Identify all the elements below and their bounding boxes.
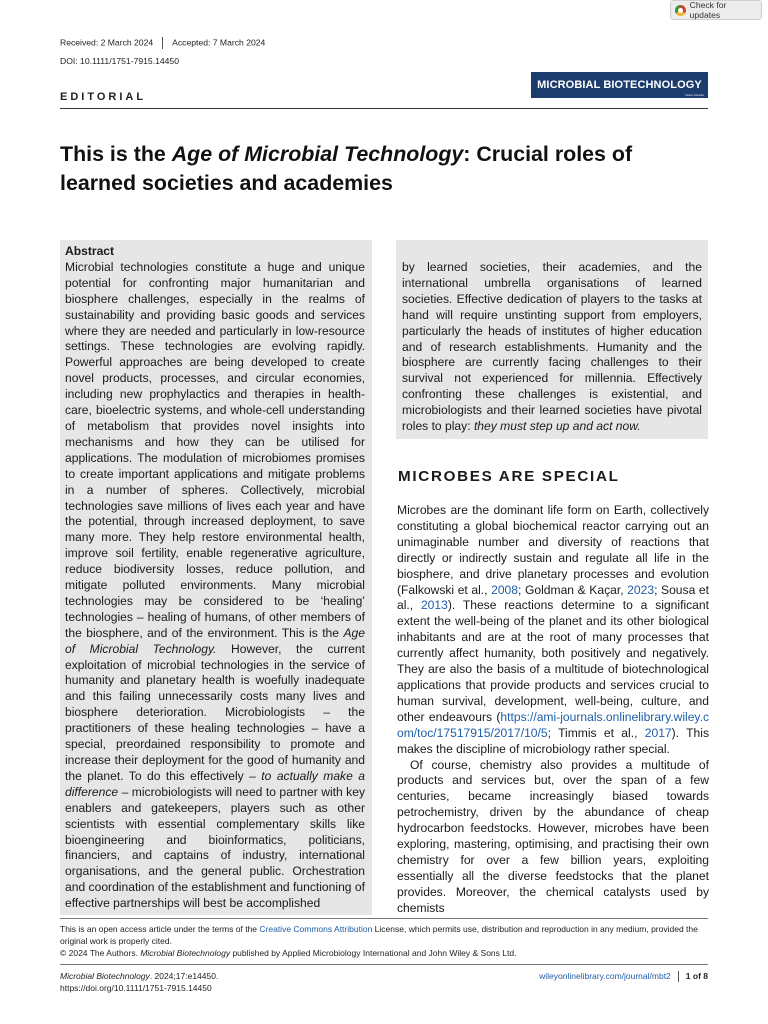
creative-commons-link[interactable]: Creative Commons Attribution bbox=[259, 924, 373, 934]
journal-citation bbox=[60, 970, 218, 982]
journal-logo-text: MICROBIAL BIOTECHNOLOGY bbox=[537, 79, 702, 91]
license-text-2: License, which permits use, distribution and reproduction in any medium, provided the original work is properly cited. bbox=[60, 924, 698, 946]
journal-url-link[interactable]: wileyonlinelibrary.com/journal/mbt2 bbox=[539, 971, 671, 981]
crossmark-icon bbox=[675, 5, 686, 16]
abstract-italic-2: to actually make a difference bbox=[65, 768, 365, 799]
citation-link-2017[interactable]: 2017 bbox=[644, 725, 672, 740]
p1-text-6: ). This makes the discipline of microbiology rather special. bbox=[397, 725, 709, 756]
abstract-text-2: However, the current exploitation of microbial technologies in the service of humanity and planetary health is woefully inadequate and this failing unnecessarily costs many lives and biosphere deterioration. Microbiologists – the practitioners of these healing technologies – have a special, preordained responsibility to promote and increase their deployment for the good of humanity and the planet. To do this effectively – bbox=[65, 641, 365, 783]
title-part2: : Crucial roles of learned societies and academies bbox=[60, 142, 633, 195]
citation-link-2013[interactable]: 2013 bbox=[420, 598, 448, 613]
abstract-cont-text: by learned societies, their academies, and the international umbrella organisations of learned societies. Effective dedication of players to the tasks at hand will require unstinting support from employers, particularly the heads of institutes of higher education and of research establishments. Humanity and the biosphere are currently facing challenges to their survival not experienced for millennia. Effectively confronting these challenges is existential, and microbiologists and their learned societies have pivotal roles to play: bbox=[402, 260, 702, 434]
footer-separator bbox=[678, 971, 679, 982]
footnote-rule bbox=[60, 918, 708, 919]
check-for-updates-badge[interactable] bbox=[670, 0, 762, 20]
article-title bbox=[60, 140, 708, 198]
journal-logo-subtext: Open Access bbox=[685, 93, 704, 97]
paragraph-2: Of course, chemistry also provides a multitude of products and services but, over the span of a few centuries, became increasingly biased towards petrochemistry, driven by the abundance of cheap hydrocarbon feedstocks. However, microbes have been exploring, mastering, optimising, and practising their own chemistry for over a few billion years, exploiting essentially all the diverse feedstocks that the planet provides. Moreover, the chemical catalysts used by chemists bbox=[397, 757, 709, 915]
accepted-date: Accepted: 7 March 2024 bbox=[172, 37, 266, 48]
section-label: EDITORIAL bbox=[60, 91, 147, 103]
abstract-left-column bbox=[65, 244, 365, 912]
section-heading: MICROBES ARE SPECIAL bbox=[398, 468, 620, 485]
check-for-updates-label: Check for updates bbox=[689, 0, 727, 20]
article-doi: DOI: 10.1111/1751-7915.14450 bbox=[60, 56, 179, 66]
license-footnote bbox=[60, 923, 708, 959]
abstract-heading: Abstract bbox=[65, 244, 115, 258]
abstract-text bbox=[65, 260, 365, 912]
citation-link-2008[interactable]: 2008 bbox=[491, 582, 519, 597]
p1-text-1: Microbes are the dominant life form on Earth, collectively constituting a global biochemical reactor carrying out an unimaginable number and diversity of reactions that directly or indirectly sustain and regulate all life in the biosphere, and drive planetary processes and evolution (Falkowski et al., bbox=[397, 503, 709, 597]
abstract-cont-italic: they must step up and act now. bbox=[473, 419, 641, 434]
abstract-right-column bbox=[402, 260, 702, 435]
p1-text-2: ; Goldman & Kaçar, bbox=[518, 582, 628, 597]
paragraph-1 bbox=[397, 503, 709, 758]
header-rule bbox=[60, 108, 708, 109]
bottom-rule bbox=[60, 964, 708, 965]
section-body bbox=[397, 503, 709, 917]
page-number: 1 of 8 bbox=[685, 971, 708, 981]
p1-text-4: ). These reactions determine to a significant extent the well-being of the planet and its other biological inhabitants and are at the root of many processes that currently affect humanity, both positively and negatively. They are also the basis of a multitude of biotechnological applications that provide products and services crucial to human survival, development, well-being, culture, and other endeavours ( bbox=[397, 598, 709, 724]
citation-details: . 2024;17:e14450. bbox=[149, 971, 219, 981]
copyright-text-2: published by Applied Microbiology International and John Wiley & Sons Ltd. bbox=[230, 948, 517, 958]
copyright-italic: Microbial Biotechnology bbox=[140, 948, 231, 958]
license-text-1: This is an open access article under the terms of the bbox=[60, 924, 260, 934]
citation-journal: Microbial Biotechnology bbox=[60, 971, 150, 981]
page-footer-right bbox=[539, 970, 708, 982]
citation-link-2023[interactable]: 2023 bbox=[627, 582, 655, 597]
title-part1: This is the bbox=[60, 142, 172, 166]
license-text bbox=[60, 923, 708, 947]
abstract-text-3: – microbiologists will need to partner with key enablers and gatekeepers, players such as other scientists with essential complementary skills like bioengineering and bioinformatics, politicians, financiers, and captains of industry, international organisations, and the general public. Orchestration and coordination of the establishment and functioning of effective partnerships will best be accomplished bbox=[65, 784, 365, 911]
journal-toc-link[interactable]: https://ami-journals.onlinelibrary.wiley.com/toc/17517915/2017/10/5 bbox=[397, 709, 709, 740]
received-date: Received: 2 March 2024 bbox=[60, 37, 154, 48]
doi-link[interactable]: https://doi.org/10.1111/1751-7915.14450 bbox=[60, 983, 212, 993]
copyright-text bbox=[60, 947, 708, 959]
journal-logo[interactable] bbox=[531, 72, 708, 98]
abstract-italic-1: Age of Microbial Technology. bbox=[65, 625, 365, 656]
p1-text-5: ; Timmis et al., bbox=[547, 725, 645, 740]
p1-text-3: ; Sousa et al., bbox=[397, 582, 709, 613]
abstract-text-1: Microbial technologies constitute a huge and unique potential for confronting major humanitarian and biosphere challenges, especially in the realms of sustainability and providing basic goods and services where they are needed and particularly in low-resource settings. These technologies are evolving rapidly. Powerful approaches are being developed to create novel products, processes, and circular economies, including new prophylactics and therapies in health-care, bioelectric systems, and whole-cell understanding of metabolism that provides novel insights into mechanisms and how they can be utilised for applications. The modulation of microbiomes promises to create important applications and mitigate problems in a number of spheres. Collectively, microbial technologies save millions of lives each year and have the potential, through increased deployment, to save many more. They help restore environmental health, improve soil fertility, enable regenerative agriculture, reduce biodiversity losses, reduce pollution, and mitigate polluted environments. Many microbial technologies may be considered to be ‘healing’ technologies – healing of humans, of other members of the biosphere, and of the environment. This is the bbox=[65, 259, 365, 640]
article-dates bbox=[60, 37, 265, 49]
title-italic: Age of Microbial Technology bbox=[171, 142, 464, 166]
copyright-text-1: © 2024 The Authors. bbox=[60, 948, 141, 958]
date-separator bbox=[162, 37, 163, 49]
